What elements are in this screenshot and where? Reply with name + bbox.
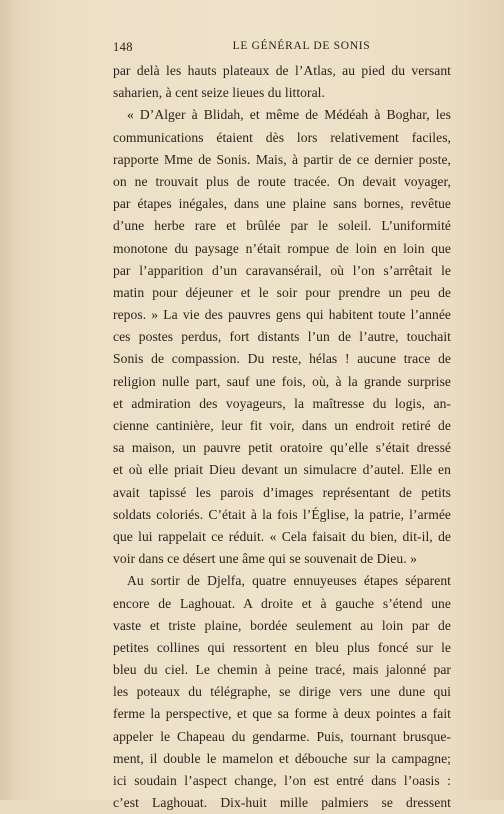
text-line: avait tapissé les parois d’images représentant de petits	[113, 484, 451, 500]
text-line: petites collines qui ressortent en bleu plus foncé sur le	[113, 639, 451, 655]
text-line: sa maison, un pauvre petit oratoire qu’elle s’était dressé	[113, 440, 451, 456]
running-header	[113, 40, 450, 56]
text-line: ici soudain l’aspect change, l’on est entré dans l’oasis :	[113, 773, 451, 788]
running-title: LE GÉNÉRAL DE SONIS	[232, 40, 371, 52]
text-line: et où elle priait Dieu devant un simulacre d’autel. Elle en	[113, 462, 451, 478]
text-line: d’une herbe rare et brûlée par le soleil. L’uniformité	[113, 218, 451, 234]
text-line: Sonis de compassion. Du reste, hélas ! aucune trace de	[113, 351, 451, 367]
text-line: communications étaient dès lors relativement faciles,	[113, 129, 451, 145]
text-line: soldats coloriés. C’était à la fois l’Église, la patrie, l’armée	[113, 506, 451, 522]
text-line: ferme la perspective, et que sa forme à deux pointes a fait	[113, 706, 451, 722]
text-line: par étapes inégales, dans une plaine sans bornes, revêtue	[113, 196, 451, 212]
text-line: appeler le Chapeau du gendarme. Puis, tournant brusque-	[113, 728, 451, 744]
body-text	[113, 60, 451, 814]
text-line: par l’apparition d’un caravansérail, où l’on s’arrêtait le	[113, 262, 451, 278]
text-line: cienne cantinière, leur fit voir, dans un endroit retiré de	[113, 418, 451, 433]
text-line: que lui rappelait ce réduit. « Cela faisait du bien, dit-il, de	[113, 528, 451, 544]
text-line: encore de Laghouat. A droite et à gauche s’étend une	[113, 595, 451, 611]
text-line: matin pour déjeuner et le soir pour prendre un peu de	[113, 284, 451, 300]
text-line: monotone du paysage n’était rompue de loin en loin que	[113, 240, 451, 256]
text-line: c’est Laghouat. Dix-huit mille palmiers se dressent	[113, 795, 451, 811]
text-line: saharien, à cent seize lieues du littoral.	[113, 85, 325, 101]
text-line: ment, il double le mamelon et débouche sur la campagne;	[113, 750, 451, 766]
text-line: les poteaux du télégraphe, se dirige vers une dune qui	[113, 684, 451, 700]
text-line: repos. » La vie des pauvres gens qui habitent toute l’année	[113, 307, 451, 323]
text-line: rapporte Mme de Sonis. Mais, à partir de ce dernier poste,	[113, 151, 451, 167]
text-line: Au sortir de Djelfa, quatre ennuyeuses étapes séparent	[127, 573, 451, 589]
text-line: religion nulle part, sauf une fois, où, à la grande surprise	[113, 373, 451, 389]
text-line: et admiration des voyageurs, la maîtresse du logis, an-	[113, 395, 451, 411]
page-number: 148	[113, 40, 133, 54]
text-line: par delà les hauts plateaux de l’Atlas, au pied du versant	[113, 63, 451, 78]
text-line: « D’Alger à Blidah, et même de Médéah à Boghar, les	[127, 107, 451, 123]
text-line: voir dans ce désert une âme qui se souvenait de Dieu. »	[113, 551, 417, 567]
text-line: vaste et triste plaine, bordée seulement au loin par de	[113, 617, 451, 633]
text-line: bleu du ciel. Le chemin à peine tracé, mais jalonné par	[113, 662, 451, 678]
text-line: on ne trouvait plus de route tracée. On devait voyager,	[113, 173, 451, 189]
text-line: ces postes perdus, fort distants l’un de l’autre, touchait	[113, 329, 451, 345]
